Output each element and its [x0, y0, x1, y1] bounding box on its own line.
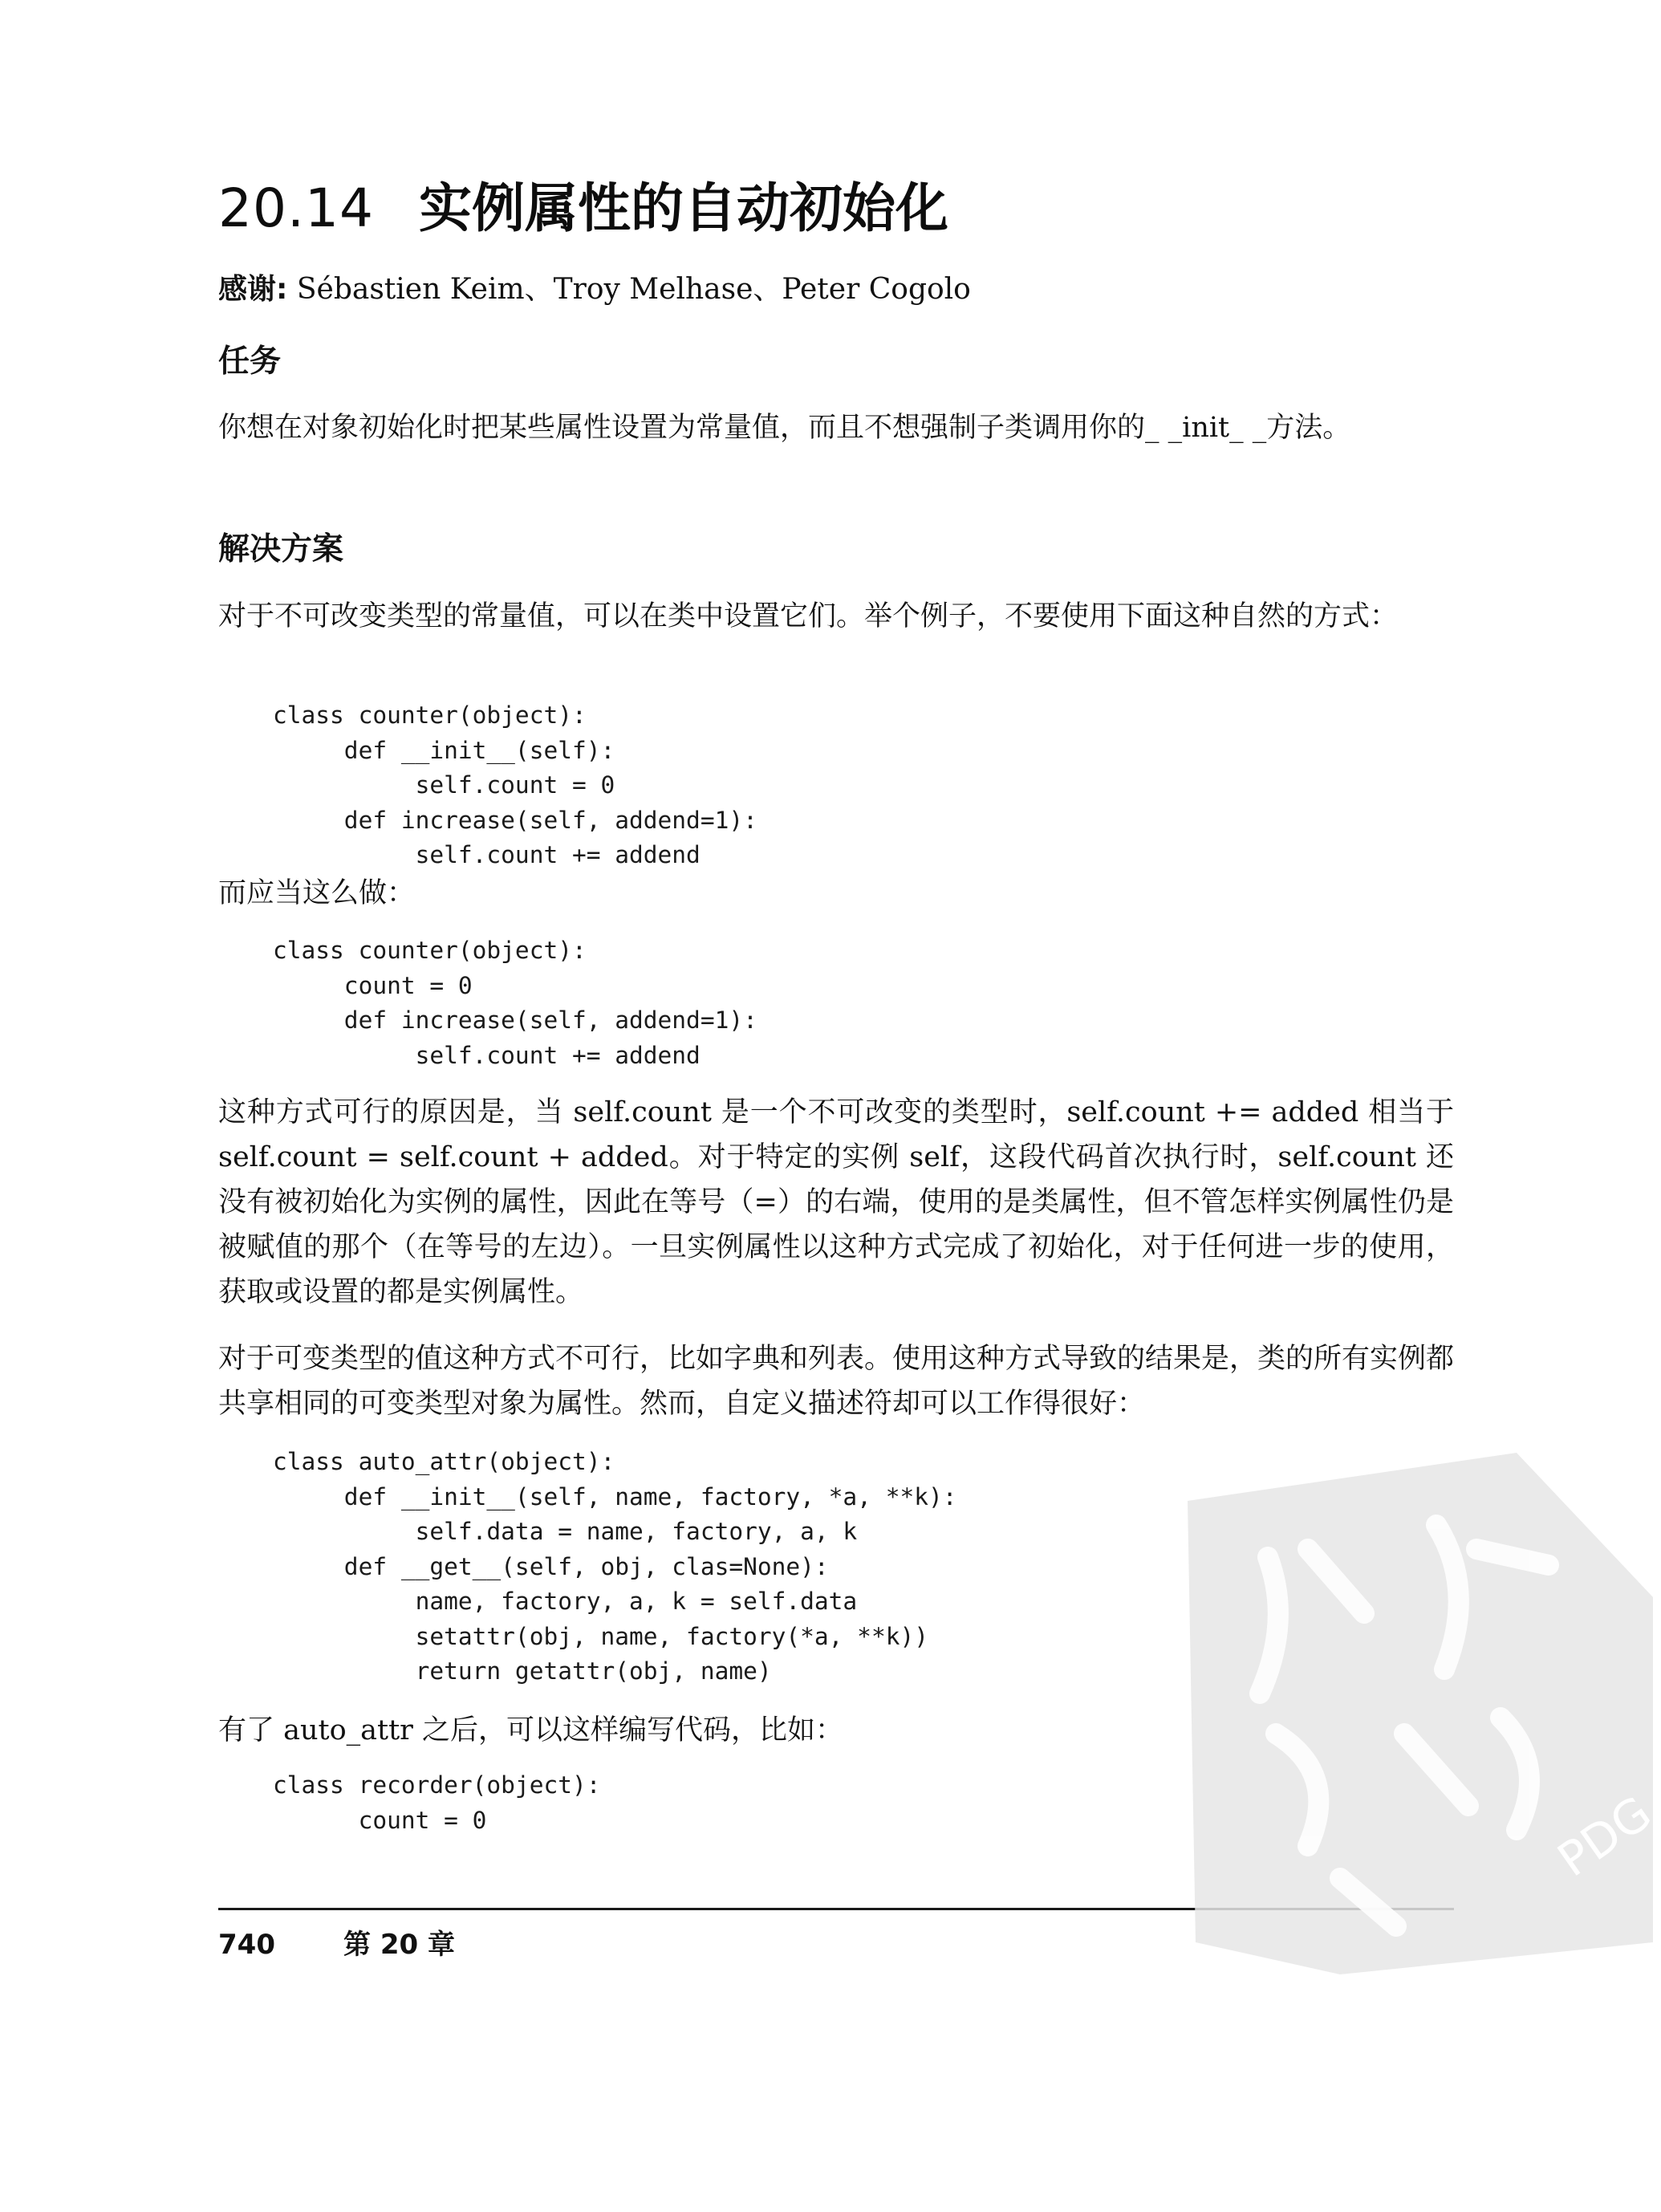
section-number: 20.14	[218, 177, 374, 239]
credits-names: Sébastien Keim、Troy Melhase、Peter Cogolo	[296, 273, 971, 306]
code-block-auto-attr: class auto_attr(object): def __init__(self, name, factory, *a, **k): self.data = name, factory, a, k def __get__(self, obj, clas=None): name, factory, a, k = self.data setattr(obj, name, factory(*a, **k)) return getattr(obj, name)	[273, 1448, 957, 1685]
seal-shape	[1188, 1453, 1653, 1974]
chapter-label: 第 20 章	[343, 1929, 455, 1961]
code-block-natural: class counter(object): def __init__(self): self.count = 0 def increase(self, addend=1): self.count += addend	[273, 701, 757, 868]
solution-heading: 解决方案	[218, 531, 344, 567]
solution-paragraph-3: 这种方式可行的原因是，当 self.count 是一个不可改变的类型时，self.count += added 相当于 self.count = self.count + added。对于特定的实例 self，这段代码首次执行时，self.count 还没有被初始化为实例的属性，因此在等号（=）的右端，使用的是类属性，但不管怎样实例属性仍是被赋值的那个（在等号的左边）。一旦实例属性以这种方式完成了初始化，对于任何进一步的使用，获取或设置的都是实例属性。	[218, 1096, 1454, 1308]
credits-label: 感谢:	[218, 273, 288, 306]
solution-paragraph-5: 有了 auto_attr 之后，可以这样编写代码，比如：	[218, 1714, 844, 1746]
credits-line	[218, 267, 971, 312]
solution-paragraph-1: 对于不可改变类型的常量值，可以在类中设置它们。举个例子，不要使用下面这种自然的方式：	[218, 600, 1399, 632]
code-block-class-attr: class counter(object): count = 0 def increase(self, addend=1): self.count += addend	[273, 937, 757, 1069]
code-block-recorder: class recorder(object): count = 0	[273, 1771, 601, 1834]
page-number: 740	[218, 1929, 275, 1961]
task-text: 你想在对象初始化时把某些属性设置为常量值，而且不想强制子类调用你的_ _init_ _方法。	[218, 412, 1351, 444]
watermark-seal	[1099, 1429, 1661, 1990]
section-title	[218, 173, 948, 245]
solution-paragraph-4: 对于可变类型的值这种方式不可行，比如字典和列表。使用这种方式导致的结果是，类的所有实例都共享相同的可变类型对象为属性。然而，自定义描述符却可以工作得很好：	[218, 1343, 1455, 1420]
watermark-text: PDG	[1548, 1785, 1661, 1888]
solution-paragraph-2: 而应当这么做：	[218, 877, 416, 909]
section-title-text: 实例属性的自动初始化	[419, 177, 948, 239]
task-heading: 任务	[218, 344, 282, 380]
